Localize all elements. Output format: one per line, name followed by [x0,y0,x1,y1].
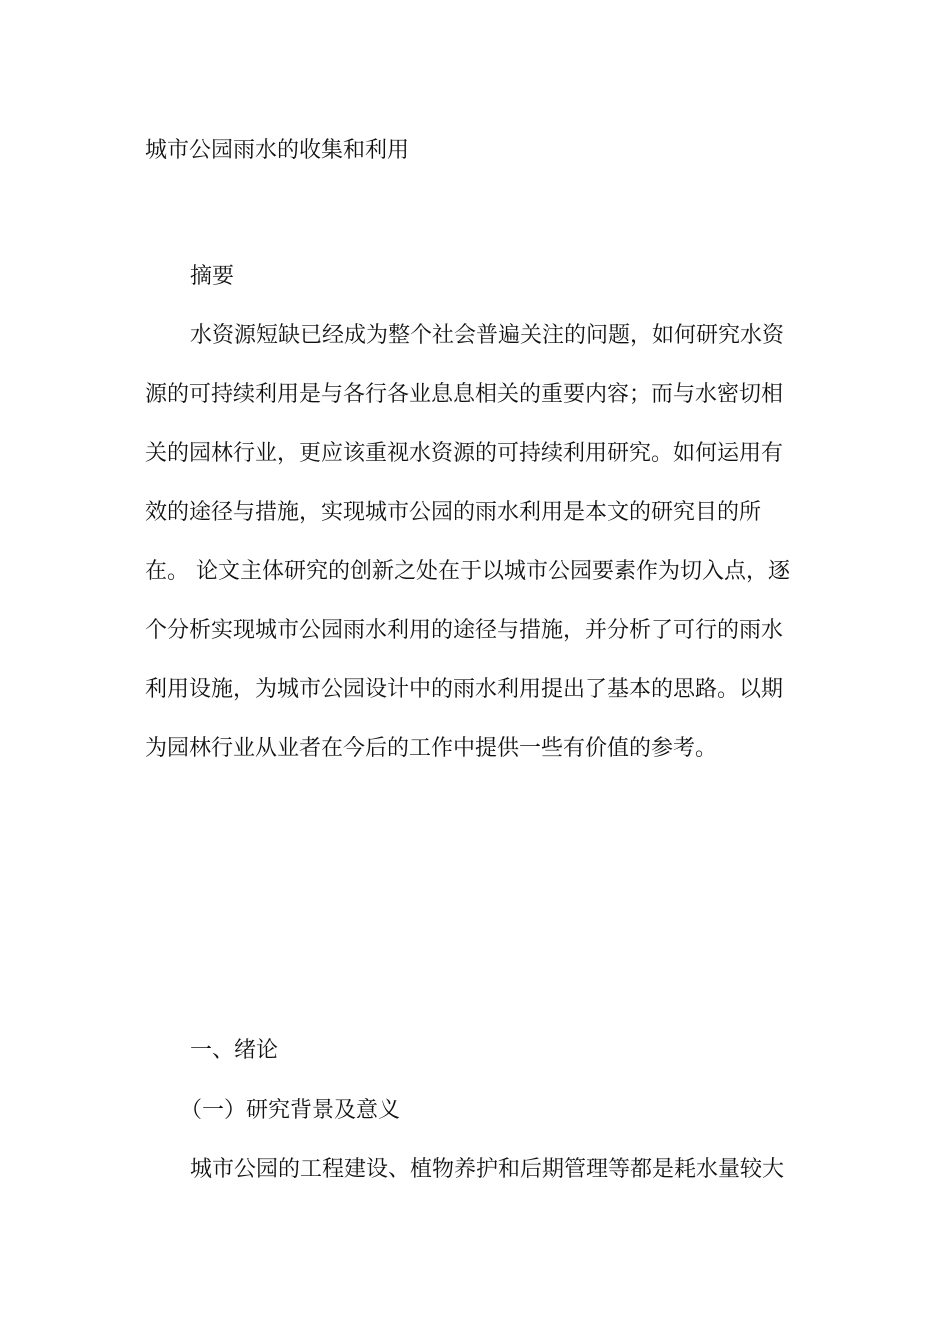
abstract-line: 源的可持续利用是与各行各业息息相关的重要内容；而与水密切相 [145,382,784,407]
abstract-line: 关的园林行业，更应该重视水资源的可持续利用研究。如何运用有 [145,441,784,466]
subsection-heading: （一）研究背景及意义 [180,1098,401,1123]
body-paragraph-line: 城市公园的工程建设、植物养护和后期管理等都是耗水量较大 [190,1157,785,1182]
abstract-line: 水资源短缺已经成为整个社会普遍关注的问题，如何研究水资 [190,323,785,348]
abstract-line: 个分析实现城市公园雨水利用的途径与措施，并分析了可行的雨水 [145,618,784,643]
abstract-line: 效的途径与措施，实现城市公园的雨水利用是本文的研究目的所 [145,500,762,525]
document-title: 城市公园雨水的收集和利用 [145,138,410,163]
abstract-paragraph [145,321,805,793]
abstract-line: 在。 论文主体研究的创新之处在于以城市公园要素作为切入点，逐 [145,559,790,584]
abstract-line: 为园林行业从业者在今后的工作中提供一些有价值的参考。 [145,736,718,761]
abstract-heading: 摘要 [190,264,235,289]
section-heading: 一、绪论 [190,1038,279,1063]
abstract-line: 利用设施，为城市公园设计中的雨水利用提出了基本的思路。以期 [145,677,784,702]
